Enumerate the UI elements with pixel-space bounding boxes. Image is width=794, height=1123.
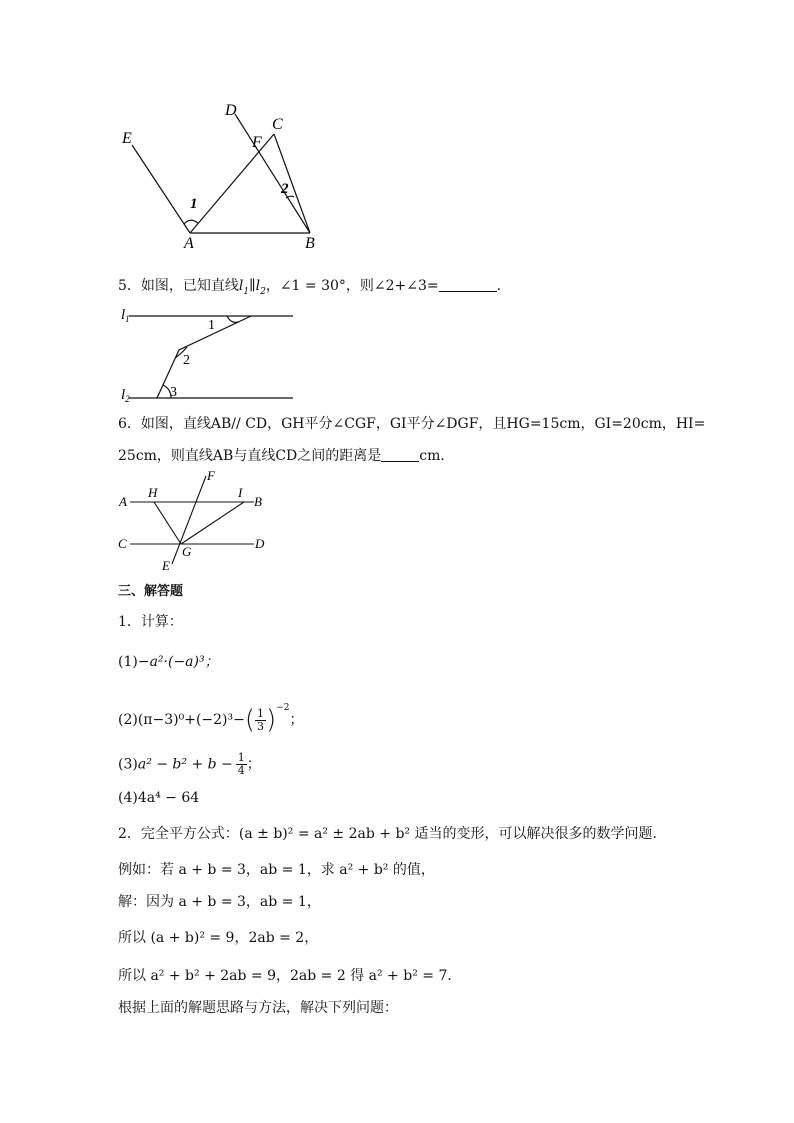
label-b: B — [254, 494, 262, 509]
problem-2-line-3: 解：因为 a + b = 3，ab = 1， — [118, 894, 321, 910]
figure-triangle — [110, 95, 330, 255]
problem-1-item-1 — [118, 652, 219, 672]
q5-number: 5 — [118, 278, 127, 294]
item-2-exponent: −2 — [276, 703, 290, 713]
item-2-fraction — [255, 708, 266, 733]
angle-label-2: 2 — [183, 353, 190, 368]
line-ea — [132, 145, 190, 233]
fraction-denominator: 3 — [257, 719, 265, 733]
label-l2: $l_2$ — [121, 387, 130, 404]
label-i: I — [238, 485, 243, 500]
problem-2-line-1: 2．完全平方公式：(a ± b)² = a² ± 2ab + b² 适当的变形，可以解决很多的数学问题． — [118, 826, 667, 842]
label-c: C — [272, 116, 283, 133]
problem-2-line-5: 所以 a² + b² + 2ab = 9，2ab = 2 得 a² + b² = 7． — [118, 968, 462, 984]
item-1-label: (1) — [118, 654, 138, 670]
angle-label-3: 3 — [170, 385, 177, 400]
q5-l2: $l_2$ — [255, 278, 266, 297]
label-e: E — [122, 130, 132, 147]
label-l1: $l_1$ — [121, 307, 130, 324]
item-3-fraction — [236, 752, 247, 777]
q6-text-pre: 25cm，则直线AB与直线CD之间的距离是 — [118, 448, 382, 464]
label-d: D — [255, 536, 265, 551]
angle-label-1: 1 — [208, 318, 215, 333]
question-5 — [118, 276, 501, 302]
label-d: D — [225, 102, 237, 119]
line-gi — [181, 502, 244, 544]
item-3-end: ； — [246, 756, 261, 773]
q6-text-post: cm. — [419, 448, 445, 464]
question-6-line2 — [118, 446, 445, 466]
problem-1-item-4 — [118, 788, 199, 808]
q5-text-pre: ．如图，已知直线 — [126, 278, 239, 294]
item-1-expr: −a²·(−a)³； — [137, 654, 219, 670]
label-f: F — [207, 468, 215, 483]
angle-1-arc — [227, 316, 239, 322]
question-6-line1: 6．如图，直线AB// CD，GH平分∠CGF，GI平分∠DGF，且HG=15cm，GI=20cm，HI= — [118, 416, 706, 432]
line-gh — [154, 502, 181, 544]
q5-text-mid: ，∠1 = 30°，则∠2+∠3= — [265, 278, 439, 294]
problem-2-line-4: 所以 (a + b)² = 9，2ab = 2， — [118, 930, 319, 946]
item-4-expr: 4a⁴ − 64 — [137, 790, 200, 806]
item-2-end: ； — [289, 712, 304, 728]
fraction-denominator: 4 — [237, 764, 245, 777]
q5-parallel: ∥ — [249, 278, 256, 294]
item-2-expr-a: (π−3)⁰+(−2)³− — [137, 712, 245, 728]
q5-answer-blank[interactable] — [439, 277, 497, 292]
label-h: H — [148, 485, 158, 500]
q5-l1: $l_1$ — [238, 278, 250, 297]
q6-answer-blank[interactable] — [381, 447, 419, 462]
problem-1-title: 1．计算： — [118, 614, 183, 630]
label-f: F — [252, 134, 262, 151]
label-b: B — [305, 235, 315, 252]
angle-1-arc — [184, 220, 198, 224]
label-e: E — [162, 558, 170, 573]
section-title: 三、解答题 — [118, 584, 184, 599]
label-g: G — [182, 544, 192, 559]
figure-parallel-lines — [115, 302, 305, 410]
label-a: A — [184, 235, 194, 252]
fraction-numerator: 1 — [237, 751, 245, 764]
angle-label-1: 1 — [190, 196, 198, 212]
item-3-expr-a: a² − b² + b − — [137, 756, 233, 773]
paren-open: ( — [244, 705, 256, 735]
paren-close: ) — [266, 705, 277, 735]
problem-1-item-2 — [118, 698, 303, 733]
angle-label-2: 2 — [281, 181, 289, 197]
q5-text-post: . — [496, 278, 502, 294]
item-2-label: (2) — [118, 712, 138, 728]
label-a: A — [119, 494, 127, 509]
problem-1-item-3 — [118, 752, 261, 777]
problem-2-line-6: 根据上面的解题思路与方法，解决下列问题： — [118, 1000, 398, 1016]
fraction-numerator: 1 — [257, 706, 265, 720]
item-3-label: (3) — [118, 756, 138, 773]
figure-bisector — [114, 466, 274, 576]
item-4-label: (4) — [118, 790, 138, 806]
problem-2-line-2: 例如：若 a + b = 3，ab = 1，求 a² + b² 的值， — [118, 862, 435, 878]
label-c: C — [118, 536, 127, 551]
